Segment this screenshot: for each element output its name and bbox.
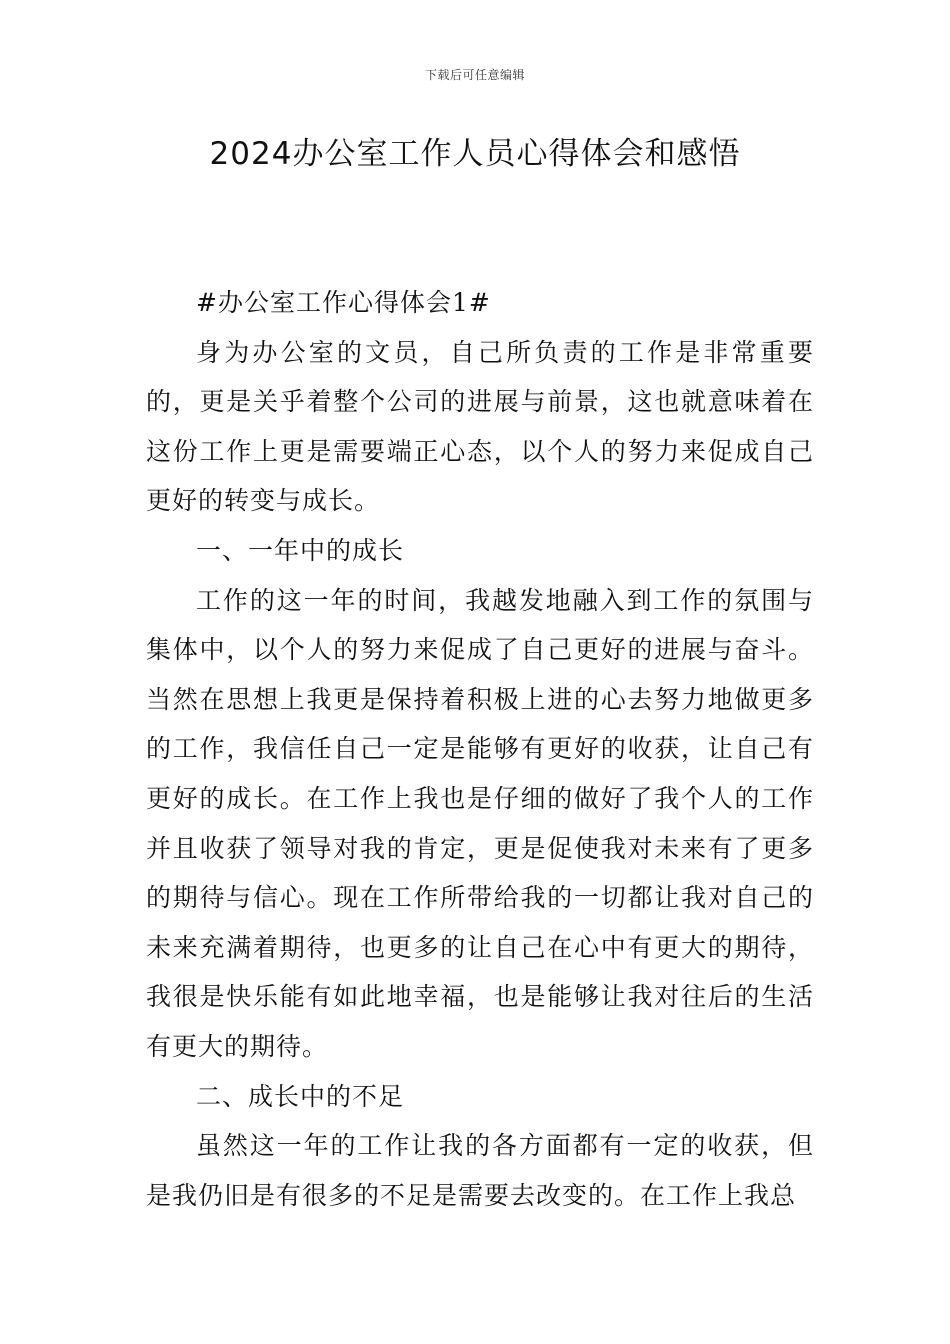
header-note: 下载后可任意编辑 [424, 68, 525, 82]
document-title: 2024办公室工作人员心得体会和感悟 [209, 136, 741, 172]
growth-paragraph: 工作的这一年的时间，我越发地融入到工作的氛围与集体中，以个人的努力来促成了自己更好的进展与奋斗。当然在思想上我更是保持着积极上进的心去努力地做更多的工作，我信任自己一定是能够有更好的收获，让自己有更好的成长。在工作上我也是仔细的做好了我个人的工作并且收获了领导对我的肯定，更是促使我对未来有了更多的期待与信心。现在工作所带给我的一切都让我对自己的未来充满着期待，也更多的让自己在心中有更大的期待，我很是快乐能有如此地幸福，也是能够让我对往后的生活有更大的期待。 [146, 585, 814, 1061]
document-body [146, 278, 814, 1220]
shortcomings-paragraph: 虽然这一年的工作让我的各方面都有一定的收获，但是我仍旧是有很多的不足是需要去改变的。在工作上我总 [146, 1131, 814, 1210]
section-marker: #办公室工作心得体会1# [196, 288, 491, 317]
section-heading-shortcomings: 二、成长中的不足 [196, 1081, 405, 1111]
intro-paragraph: 身为办公室的文员，自己所负责的工作是非常重要的，更是关乎着整个公司的进展与前景，这也就意味着在这份工作上更是需要端正心态，以个人的努力来促成自己更好的转变与成长。 [146, 337, 814, 516]
section-heading-growth: 一、一年中的成长 [196, 535, 405, 565]
